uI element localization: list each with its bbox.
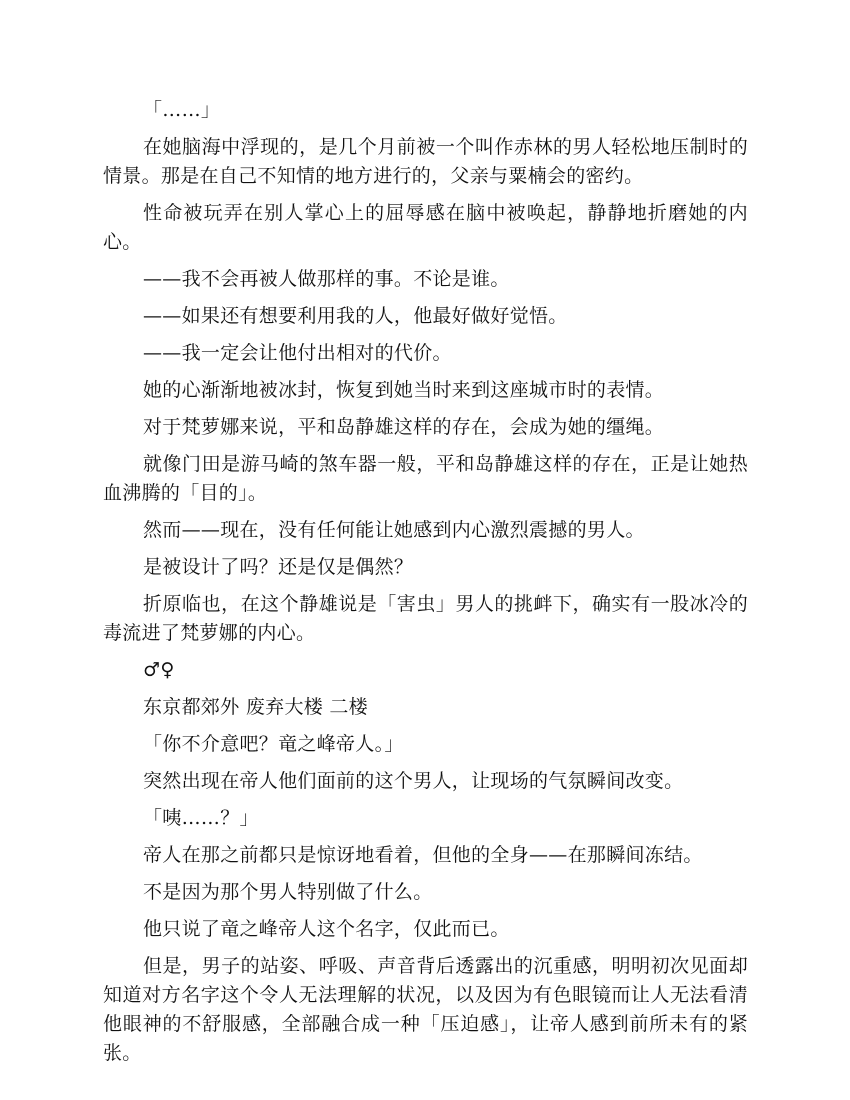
paragraph-freeze: 帝人在那之前都只是惊讶地看着，但他的全身——在那瞬间冻结。 (143, 844, 703, 866)
paragraph-atmosphere: 突然出现在帝人他们面前的这个男人，让现场的气氛瞬间改变。 (143, 770, 684, 792)
paragraph-humiliation: 性命被玩弄在别人掌心上的屈辱感在脑中被唤起，静静地折磨她的内心。 (103, 202, 748, 253)
paragraph-reins: 对于梵萝娜来说，平和岛静雄这样的存在，会成为她的缰绳。 (143, 416, 665, 438)
paragraph-dialogue-2: 「咦……？」 (143, 807, 259, 829)
scene-location-heading: 东京都郊外 废弃大楼 二楼 (143, 696, 368, 718)
paragraph-izaya: 折原临也，在这个静雄说是「害虫」男人的挑衅下，确实有一股冰冷的毒流进了梵萝娜的内心。 (103, 593, 748, 644)
paragraph-ellipsis-quote: 「……」 (143, 99, 221, 121)
paragraph-frozen-heart: 她的心渐渐地被冰封，恢复到她当时来到这座城市时的表情。 (143, 379, 665, 401)
paragraph-question: 是被设计了吗？还是仅是偶然？ (143, 556, 414, 578)
paragraph-thought-3: ——我一定会让他付出相对的代价。 (143, 342, 452, 364)
paragraph-name-only: 他只说了竜之峰帝人这个名字，仅此而已。 (143, 918, 510, 940)
paragraph-memory: 在她脑海中浮现的，是几个月前被一个叫作赤林的男人轻松地压制时的情景。那是在自己不知情的地方进行的，父亲与粟楠会的密约。 (103, 136, 748, 187)
document-body (103, 96, 748, 1076)
paragraph-thought-1: ——我不会再被人做那样的事。不论是谁。 (143, 268, 510, 290)
paragraph-nothing-done: 不是因为那个男人特别做了什么。 (143, 881, 433, 903)
paragraph-purpose: 就像门田是游马崎的煞车器一般，平和岛静雄这样的存在，正是让她热血沸腾的「目的」。 (103, 453, 748, 504)
paragraph-however: 然而——现在，没有任何能让她感到内心激烈震撼的男人。 (143, 519, 645, 541)
paragraph-pressure: 但是，男子的站姿、呼吸、声音背后透露出的沉重感，明明初次见面却知道对方名字这个令人无法理解的状况，以及因为有色眼镜而让人无法看清他眼神的不舒服感，全部融合成一种「压迫感」，让帝人感到前所未有的紧张。 (103, 955, 748, 1064)
paragraph-thought-2: ——如果还有想要利用我的人，他最好做好觉悟。 (143, 305, 568, 327)
scene-break-symbol: ♂♀ (143, 659, 175, 681)
paragraph-dialogue-1: 「你不介意吧？竜之峰帝人。」 (143, 733, 404, 755)
